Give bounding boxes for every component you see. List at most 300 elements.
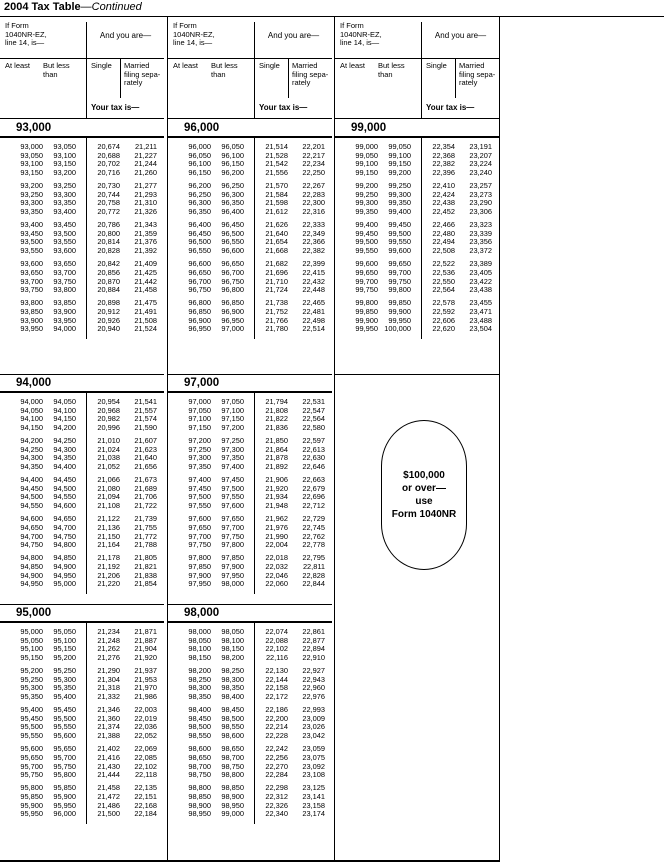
- but-less-than-value: 94,400: [53, 462, 76, 472]
- single-tax-value: 22,228: [265, 731, 288, 741]
- single-tax-value: 21,850: [265, 436, 288, 446]
- row-group: [0, 398, 164, 433]
- single-tax-value: 21,780: [265, 324, 288, 334]
- but-less-than-value: 97,950: [221, 570, 244, 580]
- at-least-value: 97,650: [188, 522, 211, 532]
- at-least-value: 94,350: [20, 462, 43, 472]
- header-at-least: At least: [340, 61, 366, 70]
- but-less-than-value: 95,400: [53, 692, 76, 702]
- single-tax-value: 21,976: [265, 522, 288, 532]
- single-tax-value: 21,682: [265, 259, 288, 269]
- table-row: [0, 541, 164, 550]
- single-tax-value: 21,080: [97, 483, 120, 493]
- row-group: [168, 221, 332, 256]
- header-form-text: line 14, is—: [5, 38, 45, 47]
- married-tax-value: 21,557: [134, 405, 157, 415]
- header-single: Single: [259, 61, 280, 70]
- at-least-value: 96,750: [188, 285, 211, 295]
- table-row: [0, 247, 164, 256]
- at-least-value: 99,250: [355, 189, 378, 199]
- married-tax-value: 22,547: [302, 405, 325, 415]
- single-tax-value: 22,186: [265, 705, 288, 715]
- header-and-you-are: And you are—: [421, 22, 499, 58]
- married-tax-value: 21,739: [134, 514, 157, 524]
- at-least-value: 98,200: [188, 666, 211, 676]
- header-form-text: line 14, is—: [340, 38, 380, 47]
- but-less-than-value: 97,150: [221, 414, 244, 424]
- but-less-than-value: 98,100: [221, 635, 244, 645]
- but-less-than-value: 97,350: [221, 453, 244, 463]
- at-least-value: 94,750: [20, 540, 43, 550]
- but-less-than-value: 94,900: [53, 561, 76, 571]
- but-less-than-value: 96,200: [221, 168, 244, 178]
- at-least-value: 99,000: [355, 142, 378, 151]
- married-tax-value: 22,696: [302, 492, 325, 502]
- but-less-than-value: 97,500: [221, 483, 244, 493]
- section-title: 98,000: [184, 607, 220, 619]
- single-tax-value: 21,584: [265, 189, 288, 199]
- single-tax-value: 20,856: [97, 267, 120, 277]
- single-tax-value: 21,024: [97, 444, 120, 454]
- single-tax-value: 21,038: [97, 453, 120, 463]
- married-tax-value: 23,471: [469, 306, 492, 316]
- column-header: [0, 17, 164, 119]
- married-tax-value: 21,821: [134, 561, 157, 571]
- married-tax-value: 21,673: [134, 475, 157, 485]
- married-tax-value: 22,861: [302, 627, 325, 636]
- header-rule: [0, 118, 164, 119]
- married-tax-value: 23,372: [469, 246, 492, 256]
- at-least-value: 98,600: [188, 744, 211, 754]
- but-less-than-value: 94,750: [53, 531, 76, 541]
- married-tax-value: 22,333: [302, 220, 325, 230]
- but-less-than-value: 95,950: [53, 800, 76, 810]
- single-tax-value: 20,744: [97, 189, 120, 199]
- at-least-value: 93,700: [20, 276, 43, 286]
- but-less-than-value: 95,850: [53, 783, 76, 793]
- single-tax-value: 21,192: [97, 561, 120, 571]
- married-tax-value: 21,755: [134, 522, 157, 532]
- married-tax-value: 21,590: [134, 423, 157, 433]
- at-least-value: 93,350: [20, 207, 43, 217]
- but-less-than-value: 93,200: [53, 168, 76, 178]
- single-tax-value: 21,178: [97, 553, 120, 563]
- row-group: [335, 182, 499, 217]
- married-tax-value: 22,201: [302, 142, 325, 151]
- married-tax-value: 22,514: [302, 324, 325, 334]
- married-tax-value: 21,607: [134, 436, 157, 446]
- single-tax-value: 21,150: [97, 531, 120, 541]
- row-group: [0, 299, 164, 334]
- header-but-less-than: But less than: [211, 61, 238, 79]
- at-least-value: 96,950: [188, 324, 211, 334]
- at-least-value: 94,500: [20, 492, 43, 502]
- row-group: [168, 299, 332, 334]
- header-your-tax-is: Your tax is—: [426, 103, 475, 112]
- but-less-than-value: 100,000: [384, 324, 411, 334]
- at-least-value: 95,250: [20, 674, 43, 684]
- single-tax-value: 22,074: [265, 627, 288, 636]
- married-tax-value: 22,316: [302, 207, 325, 217]
- title-continued: —Continued: [80, 1, 142, 13]
- married-tax-value: 22,910: [302, 653, 325, 663]
- section-rule: [168, 621, 332, 623]
- married-tax-value: 22,745: [302, 522, 325, 532]
- but-less-than-value: 94,500: [53, 483, 76, 493]
- married-tax-value: 21,722: [134, 501, 157, 511]
- at-least-value: 99,900: [355, 315, 378, 325]
- section-rows: [0, 143, 164, 338]
- header-form-text: If Form: [340, 21, 364, 30]
- single-tax-value: 21,108: [97, 501, 120, 511]
- table-column-1: [0, 17, 164, 860]
- at-least-value: 98,750: [188, 770, 211, 780]
- at-least-value: 95,600: [20, 744, 43, 754]
- table-row: [335, 325, 499, 334]
- at-least-value: 98,900: [188, 800, 211, 810]
- single-tax-value: 21,136: [97, 522, 120, 532]
- single-tax-value: 21,248: [97, 635, 120, 645]
- notice-line-1: $100,000: [403, 470, 445, 481]
- at-least-value: 97,100: [188, 414, 211, 424]
- single-tax-value: 20,716: [97, 168, 120, 178]
- but-less-than-value: 96,250: [221, 181, 244, 191]
- table-row: [335, 247, 499, 256]
- single-tax-value: 21,766: [265, 315, 288, 325]
- married-tax-value: 21,392: [134, 246, 157, 256]
- at-least-value: 96,650: [188, 267, 211, 277]
- header-single: Single: [426, 61, 447, 70]
- table-row: [168, 732, 332, 741]
- married-tax-value: 23,323: [469, 220, 492, 230]
- section-rule: [335, 136, 499, 138]
- single-tax-value: 21,444: [97, 770, 120, 780]
- at-least-value: 97,950: [188, 579, 211, 589]
- single-tax-value: 21,066: [97, 475, 120, 485]
- but-less-than-value: 96,500: [221, 228, 244, 238]
- but-less-than-value: 97,300: [221, 444, 244, 454]
- married-tax-value: 23,158: [302, 800, 325, 810]
- at-least-value: 93,500: [20, 237, 43, 247]
- single-tax-value: 21,878: [265, 453, 288, 463]
- at-least-value: 95,000: [20, 627, 43, 636]
- at-least-value: 94,150: [20, 423, 43, 433]
- row-group: [168, 476, 332, 511]
- but-less-than-value: 94,600: [53, 501, 76, 511]
- at-least-value: 93,450: [20, 228, 43, 238]
- header-form-text: line 14, is—: [173, 38, 213, 47]
- married-tax-value: 22,300: [302, 198, 325, 208]
- single-tax-value: 21,752: [265, 306, 288, 316]
- married-tax-value: 23,290: [469, 198, 492, 208]
- header-form-line: [340, 22, 418, 48]
- but-less-than-value: 99,150: [388, 159, 411, 169]
- section-rule: [335, 374, 499, 375]
- single-tax-value: 20,758: [97, 198, 120, 208]
- but-less-than-value: 99,850: [388, 298, 411, 308]
- at-least-value: 97,550: [188, 501, 211, 511]
- section-title: 94,000: [16, 377, 52, 389]
- married-tax-value: 21,871: [134, 627, 157, 636]
- married-tax-value: 21,475: [134, 298, 157, 308]
- but-less-than-value: 98,800: [221, 770, 244, 780]
- married-tax-value: 21,574: [134, 414, 157, 424]
- at-least-value: 99,050: [355, 150, 378, 160]
- at-least-value: 98,700: [188, 761, 211, 771]
- married-tax-value: 23,224: [469, 159, 492, 169]
- header-and-you-are: And you are—: [254, 22, 332, 58]
- at-least-value: 99,150: [355, 168, 378, 178]
- but-less-than-value: 99,100: [388, 150, 411, 160]
- at-least-value: 93,000: [20, 142, 43, 151]
- but-less-than-value: 95,750: [53, 761, 76, 771]
- but-less-than-value: 94,300: [53, 444, 76, 454]
- but-less-than-value: 99,300: [388, 189, 411, 199]
- at-least-value: 94,900: [20, 570, 43, 580]
- row-group: [168, 143, 332, 178]
- but-less-than-value: 94,050: [53, 397, 76, 406]
- married-tax-value: 23,455: [469, 298, 492, 308]
- but-less-than-value: 99,750: [388, 276, 411, 286]
- column-separator: [421, 137, 422, 339]
- single-tax-value: 22,144: [265, 674, 288, 684]
- table-row: [0, 580, 164, 589]
- married-tax-value: 22,927: [302, 666, 325, 676]
- row-group: [0, 784, 164, 819]
- header-married-filing-separately: Married filing sepa- rately: [459, 61, 496, 87]
- married-tax-value: 22,630: [302, 453, 325, 463]
- at-least-value: 99,450: [355, 228, 378, 238]
- single-tax-value: 22,116: [265, 653, 288, 663]
- at-least-value: 95,400: [20, 705, 43, 715]
- married-tax-value: 21,706: [134, 492, 157, 502]
- but-less-than-value: 97,250: [221, 436, 244, 446]
- header-form-text: 1040NR-EZ,: [173, 29, 215, 39]
- at-least-value: 96,800: [188, 298, 211, 308]
- row-group: [168, 437, 332, 472]
- at-least-value: 96,150: [188, 168, 211, 178]
- but-less-than-value: 97,750: [221, 531, 244, 541]
- married-tax-value: 22,250: [302, 168, 325, 178]
- but-less-than-value: 93,500: [53, 228, 76, 238]
- but-less-than-value: 98,150: [221, 644, 244, 654]
- header-form-text: 1040NR-EZ,: [5, 29, 47, 39]
- single-tax-value: 22,284: [265, 770, 288, 780]
- married-tax-value: 22,184: [134, 809, 157, 819]
- married-tax-value: 22,663: [302, 475, 325, 485]
- at-least-value: 95,500: [20, 722, 43, 732]
- single-tax-value: 22,242: [265, 744, 288, 754]
- but-less-than-value: 94,450: [53, 475, 76, 485]
- married-tax-value: 23,191: [469, 142, 492, 151]
- single-tax-value: 20,954: [97, 397, 120, 406]
- at-least-value: 99,750: [355, 285, 378, 295]
- but-less-than-value: 95,900: [53, 791, 76, 801]
- row-group: [0, 515, 164, 550]
- but-less-than-value: 97,650: [221, 514, 244, 524]
- table-row: [168, 580, 332, 589]
- but-less-than-value: 98,250: [221, 666, 244, 676]
- single-tax-value: 21,710: [265, 276, 288, 286]
- but-less-than-value: 97,450: [221, 475, 244, 485]
- married-tax-value: 22,481: [302, 306, 325, 316]
- at-least-value: 97,300: [188, 453, 211, 463]
- at-least-value: 93,550: [20, 246, 43, 256]
- single-tax-value: 21,010: [97, 436, 120, 446]
- row-group: [0, 437, 164, 472]
- but-less-than-value: 96,150: [221, 159, 244, 169]
- at-least-value: 93,750: [20, 285, 43, 295]
- section-rows: [0, 628, 164, 823]
- single-tax-value: 20,814: [97, 237, 120, 247]
- married-tax-value: 21,887: [134, 635, 157, 645]
- single-tax-value: 21,346: [97, 705, 120, 715]
- header-rule: [335, 58, 499, 59]
- married-tax-value: 21,524: [134, 324, 157, 334]
- single-tax-value: 21,920: [265, 483, 288, 493]
- row-group: [168, 628, 332, 663]
- married-tax-value: 23,306: [469, 207, 492, 217]
- at-least-value: 96,900: [188, 315, 211, 325]
- single-tax-value: 21,206: [97, 570, 120, 580]
- at-least-value: 96,050: [188, 150, 211, 160]
- single-tax-value: 22,354: [432, 142, 455, 151]
- married-tax-value: 22,828: [302, 570, 325, 580]
- married-tax-value: 22,646: [302, 462, 325, 472]
- at-least-value: 98,500: [188, 722, 211, 732]
- single-tax-value: 21,906: [265, 475, 288, 485]
- single-tax-value: 20,688: [97, 150, 120, 160]
- at-least-value: 93,900: [20, 315, 43, 325]
- section-rows: [335, 143, 499, 338]
- single-tax-value: 21,416: [97, 752, 120, 762]
- single-tax-value: 20,968: [97, 405, 120, 415]
- row-group: [0, 221, 164, 256]
- at-least-value: 94,050: [20, 405, 43, 415]
- at-least-value: 99,850: [355, 306, 378, 316]
- married-tax-value: 22,432: [302, 276, 325, 286]
- row-group: [168, 784, 332, 819]
- married-tax-value: 22,580: [302, 423, 325, 433]
- at-least-value: 96,600: [188, 259, 211, 269]
- married-tax-value: 23,207: [469, 150, 492, 160]
- single-tax-value: 21,570: [265, 181, 288, 191]
- single-tax-value: 21,402: [97, 744, 120, 754]
- single-tax-value: 21,822: [265, 414, 288, 424]
- at-least-value: 95,300: [20, 683, 43, 693]
- but-less-than-value: 93,250: [53, 181, 76, 191]
- married-tax-value: 23,389: [469, 259, 492, 269]
- header-at-least: At least: [5, 61, 31, 70]
- at-least-value: 97,200: [188, 436, 211, 446]
- header-separator: [254, 58, 255, 119]
- but-less-than-value: 97,700: [221, 522, 244, 532]
- section-title: 96,000: [184, 122, 220, 134]
- married-tax-value: 23,405: [469, 267, 492, 277]
- but-less-than-value: 95,200: [53, 653, 76, 663]
- single-tax-value: 22,438: [432, 198, 455, 208]
- married-tax-value: 22,168: [134, 800, 157, 810]
- single-tax-value: 22,158: [265, 683, 288, 693]
- but-less-than-value: 93,100: [53, 150, 76, 160]
- at-least-value: 99,650: [355, 267, 378, 277]
- header-but-less-than: But less than: [378, 61, 405, 79]
- at-least-value: 97,900: [188, 570, 211, 580]
- single-tax-value: 21,654: [265, 237, 288, 247]
- at-least-value: 95,350: [20, 692, 43, 702]
- column-separator: [254, 137, 255, 339]
- row-group: [335, 143, 499, 178]
- single-tax-value: 21,724: [265, 285, 288, 295]
- at-least-value: 97,600: [188, 514, 211, 524]
- at-least-value: 99,300: [355, 198, 378, 208]
- at-least-value: 96,300: [188, 198, 211, 208]
- married-tax-value: 22,003: [134, 705, 157, 715]
- at-least-value: 97,800: [188, 553, 211, 563]
- but-less-than-value: 99,900: [388, 306, 411, 316]
- single-tax-value: 22,550: [432, 276, 455, 286]
- single-tax-value: 22,340: [265, 809, 288, 819]
- married-tax-value: 21,689: [134, 483, 157, 493]
- but-less-than-value: 94,100: [53, 405, 76, 415]
- row-group: [0, 628, 164, 663]
- married-tax-value: 21,359: [134, 228, 157, 238]
- at-least-value: 95,800: [20, 783, 43, 793]
- at-least-value: 94,950: [20, 579, 43, 589]
- but-less-than-value: 95,100: [53, 635, 76, 645]
- at-least-value: 93,250: [20, 189, 43, 199]
- but-less-than-value: 97,100: [221, 405, 244, 415]
- single-tax-value: 21,234: [97, 627, 120, 636]
- single-tax-value: 21,696: [265, 267, 288, 277]
- single-tax-value: 22,592: [432, 306, 455, 316]
- but-less-than-value: 95,150: [53, 644, 76, 654]
- at-least-value: 98,000: [188, 627, 211, 636]
- single-tax-value: 21,052: [97, 462, 120, 472]
- but-less-than-value: 98,500: [221, 713, 244, 723]
- single-tax-value: 21,794: [265, 397, 288, 406]
- but-less-than-value: 94,700: [53, 522, 76, 532]
- but-less-than-value: 99,600: [388, 246, 411, 256]
- at-least-value: 96,250: [188, 189, 211, 199]
- section-rule: [0, 136, 164, 138]
- single-tax-value: 22,424: [432, 189, 455, 199]
- at-least-value: 98,800: [188, 783, 211, 793]
- at-least-value: 99,550: [355, 246, 378, 256]
- married-tax-value: 21,986: [134, 692, 157, 702]
- row-group: [0, 554, 164, 589]
- row-group: [168, 398, 332, 433]
- single-tax-value: 21,556: [265, 168, 288, 178]
- at-least-value: 98,150: [188, 653, 211, 663]
- single-tax-value: 21,388: [97, 731, 120, 741]
- single-tax-value: 20,940: [97, 324, 120, 334]
- married-tax-value: 21,788: [134, 540, 157, 550]
- table-row: [335, 286, 499, 295]
- at-least-value: 96,400: [188, 220, 211, 230]
- column-separator: [86, 137, 87, 339]
- notice-line-4: Form 1040NR: [391, 509, 457, 520]
- but-less-than-value: 98,200: [221, 653, 244, 663]
- married-tax-value: 22,811: [302, 561, 325, 571]
- single-tax-value: 21,374: [97, 722, 120, 732]
- married-tax-value: 22,135: [134, 783, 157, 793]
- but-less-than-value: 94,000: [53, 324, 76, 334]
- married-tax-value: 22,069: [134, 744, 157, 754]
- married-tax-value: 23,438: [469, 285, 492, 295]
- single-tax-value: 22,214: [265, 722, 288, 732]
- row-group: [0, 260, 164, 295]
